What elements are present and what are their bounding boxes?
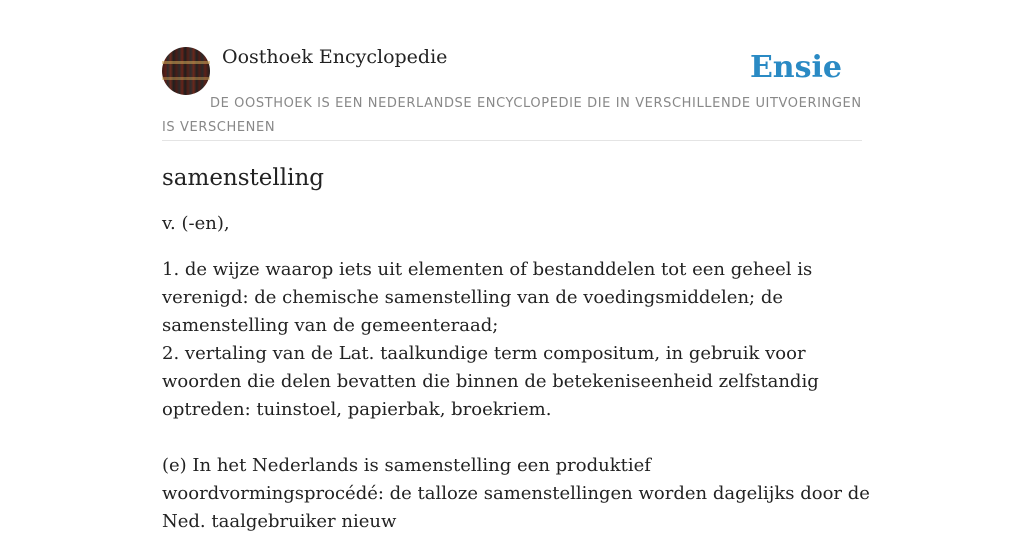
site-tagline: DE OOSTHOEK IS EEN NEDERLANDSE ENCYCLOPEDIE DIE IN VERSCHILLENDE UITVOERINGEN IS VERSCHENEN xyxy=(162,96,862,135)
site-title[interactable]: Oosthoek Encyclopedie xyxy=(222,46,448,68)
site-header xyxy=(162,46,862,141)
entry-definition: 1. de wijze waarop iets uit elementen of bestanddelen tot een geheel is verenigd: de chemische samenstelling van de voedingsmiddelen; de samenstelling van de gemeenteraad; 2. vertaling van de Lat. taalkundige term compositum, in gebruik voor woorden die delen bevatten die binnen de betekeniseenheid zelfstandig optreden: tuinstoel, papierbak, broekriem. (e) In het Nederlands is samenstelling een produktief woordvormingsprocédé: de talloze samenstellingen worden dagelijks door de Ned. taalgebruiker nieuw xyxy=(162,259,870,532)
entry-title: samenstelling xyxy=(162,165,325,191)
bookshelf-avatar-icon[interactable] xyxy=(162,47,210,95)
entry-grammar: v. (-en), xyxy=(162,213,230,234)
ensie-logo-link[interactable]: Ensie xyxy=(749,50,842,85)
entry-content xyxy=(162,160,872,536)
